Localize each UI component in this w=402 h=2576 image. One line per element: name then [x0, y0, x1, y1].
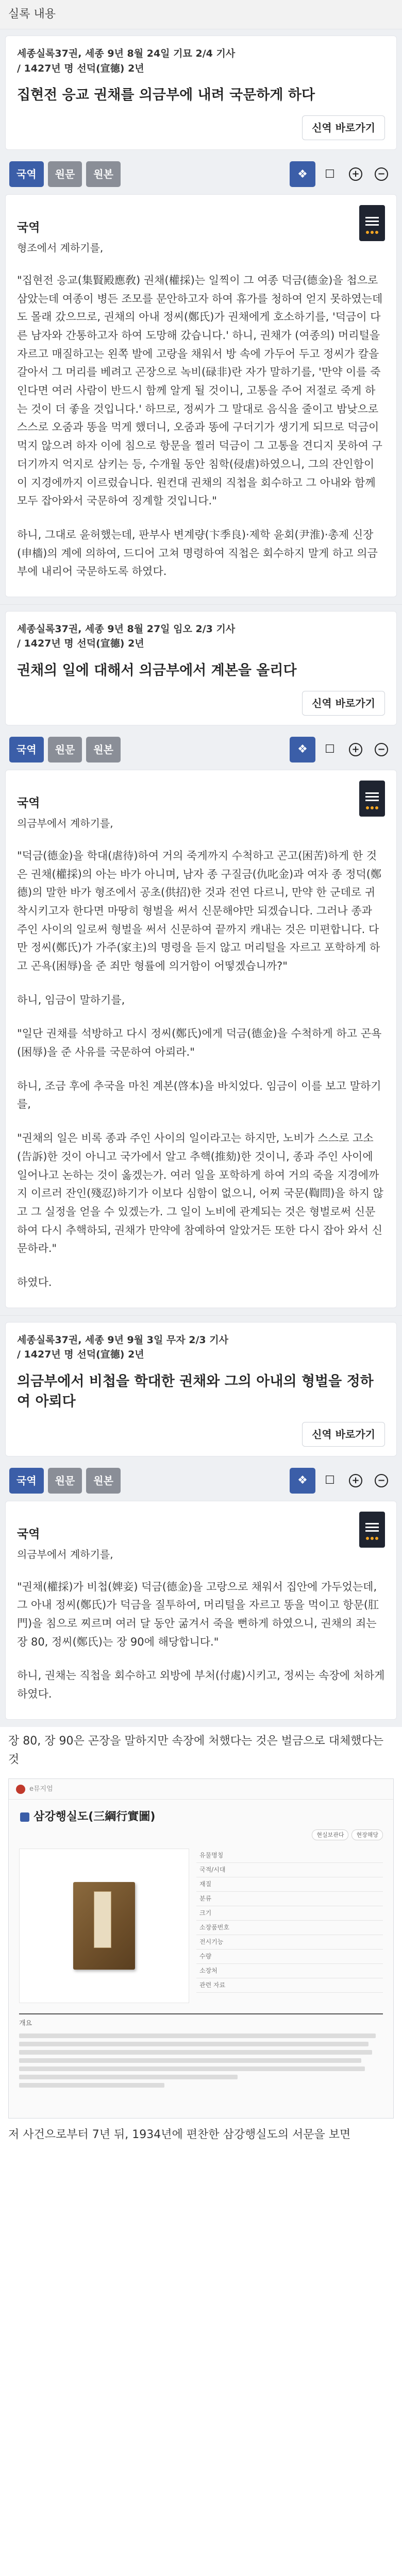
block-subtitle: 의금부에서 계하기를,: [17, 1548, 113, 1561]
tab-translation[interactable]: 국역: [9, 1468, 44, 1494]
embed-body: [9, 1845, 393, 2006]
bookmark-icon[interactable]: ☐: [325, 167, 335, 181]
info-key: 소장품번호: [199, 1924, 229, 1931]
zoom-out-icon[interactable]: −: [370, 738, 393, 761]
info-key: 재질: [199, 1880, 212, 1888]
entry-meta-year: / 1427년 명 선덕(宣德) 2년: [17, 62, 144, 74]
zoom-out-icon[interactable]: −: [370, 163, 393, 185]
embedded-museum-screenshot: [8, 1778, 394, 2119]
translation-block: [5, 194, 397, 597]
embed-tag[interactable]: 현실보관다: [312, 1829, 348, 1841]
menu-icon[interactable]: [359, 1512, 385, 1548]
entry-meta-year: / 1427년 명 선덕(宣德) 2년: [17, 638, 144, 650]
block-label: 국역: [17, 796, 40, 810]
block-label: 국역: [17, 221, 40, 235]
info-key: 국적/시대: [199, 1866, 226, 1874]
translation-block: [5, 770, 397, 1308]
embed-tag[interactable]: 현장해당: [351, 1829, 383, 1841]
info-key: 관련 자료: [199, 1981, 226, 1989]
zoom-in-icon[interactable]: +: [344, 1469, 367, 1492]
paragraph: 하니, 권채는 직첩을 회수하고 외방에 부처(付處)시키고, 정씨는 속장에 처하게 하였다.: [17, 1669, 385, 1701]
entry-meta: 세종실록37권, 세종 9년 9월 3일 무자 2/3 기사: [17, 1334, 228, 1346]
entry-meta: 세종실록37권, 세종 9년 8월 27일 임오 2/3 기사: [17, 623, 236, 635]
entry-card: [5, 36, 397, 150]
entry-title: 권채의 일에 대해서 의금부에서 계본을 올리다: [17, 662, 297, 679]
paragraph: 하니, 그대로 윤허했는데, 판부사 변계량(卞季良)·제학 윤회(尹淮)·총제 신장(申檣)의 계에 의하여, 드디어 고쳐 명령하여 직첩은 회수하지 말게 하고 의금부에 내리어 국문하도록 하였다.: [17, 528, 378, 578]
tab-original-text[interactable]: 원문: [48, 1468, 82, 1494]
embed-topbar: [9, 1779, 393, 1800]
artifact-info-table: [196, 1849, 383, 2003]
tab-original-image[interactable]: 원본: [86, 161, 121, 187]
embed-summary-text: [19, 2033, 383, 2088]
entry-card: [5, 611, 397, 725]
caption: 장 80, 장 90은 곤장을 말하지만 속장에 처했다는 것은 벌금으로 대체했다는 것: [8, 1734, 383, 1767]
translation-block: [5, 1501, 397, 1720]
info-key: 크기: [199, 1909, 212, 1917]
embed-artifact-title: [9, 1800, 393, 1829]
sillok-entry: [0, 604, 402, 1315]
bookmark-icon[interactable]: ☐: [325, 743, 335, 756]
embed-site-title: e뮤지엄: [29, 1785, 53, 1793]
info-key: 수량: [199, 1953, 212, 1960]
book-image: [73, 1882, 135, 1970]
artifact-icon: [20, 1812, 29, 1822]
embed-summary-heading: 개요: [19, 2013, 383, 2029]
entry-meta-year: / 1427년 명 선덕(宣德) 2년: [17, 1349, 144, 1361]
menu-icon[interactable]: [359, 781, 385, 817]
jump-translation-button[interactable]: 신역 바로가기: [302, 1422, 385, 1447]
info-key: 소장처: [199, 1967, 217, 1975]
tab-original-image[interactable]: 원본: [86, 737, 121, 762]
tag-icon[interactable]: ❖: [290, 1468, 315, 1494]
paragraph: 하니, 임금이 말하기를,: [17, 993, 125, 1006]
tab-original-image[interactable]: 원본: [86, 1468, 121, 1494]
paragraph: "권채(權採)가 비첩(婢妾) 덕금(德金)을 고랑으로 채워서 집안에 가두었는데, 그 아내 정씨(鄭氏)가 덕금을 질투하여, 머리털을 자르고 똥을 먹이고 항문(肛門)을 침으로 찌르며 여러 달 동안 굶겨서 죽을 뻔하게 하였으니, 권채의 죄는 장 80, 정씨(鄭氏)는 장 90에 해당합니다.": [17, 1580, 379, 1648]
entry-toolbar: [5, 733, 397, 767]
artifact-photo: [19, 1849, 189, 2003]
zoom-in-icon[interactable]: +: [344, 738, 367, 761]
paragraph: "집현전 응교(集賢殿應敎) 권채(權採)는 일찍이 그 여종 덕금(德金)을 첩으로 삼았는데 여종이 병든 조모를 문안하고자 하여 휴가를 청하여 얻지 못하였는데도 몰래 갔으므로, 권채의 아내 정씨(鄭氏)가 권채에게 호소하기를, '덕금이 다른 남자와 간통하고자 하여 도망해 갔습니다.' 하니, 권채가 (여종의) 머리털을 자르고 매질하고는 왼쪽 발에 고랑을 채워서 방 속에 가두어 두고 정씨가 칼을 갈아서 그 머리를 베려고 곤장으로 녹비(碌非)란 자가 말하기를, '만약 이를 죽인다면 여러 사람이 반드시 함께 알게 될 것이니, 고통을 주어 저절로 죽게 하는 것이 더 좋을 것입니다.' 하므로, 정씨가 그 말대로 음식을 줄이고 밤낮으로 스스로 오줌과 똥을 먹게 했더니, 오줌과 똥에 구더기가 생기게 되므로 덕금이 먹지 않으려 하자 이에 침으로 항문을 찔러 덕금이 그 고통을 견디지 못하여 구더기까지 억지로 삼키는 등, 수개월 동안 침학(侵虐)하였으니, 그의 잔인함이 이 지경에까지 이르렀습니다. 원컨대 권채의 직첩을 회수하고 그 아내와 함께 모두 잡아와서 국문하여 징계할 것입니다.": [17, 274, 383, 507]
paragraph: 하니, 조금 후에 추국을 마친 계본(啓本)을 바치었다. 임금이 이를 보고 말하기를,: [17, 1079, 381, 1111]
paragraph: "권채의 일은 비록 종과 주인 사이의 일이라고는 하지만, 노비가 스스로 고소(告訴)한 것이 아니고 국가에서 알고 추핵(推劾)한 것이니, 종과 주인 사이에 일어나고 논하는 것이 옳겠는가. 여러 일을 포학하게 하여 거의 죽을 지경에까지 이르러 잔인(殘忍)하기가 이보다 심함이 없으니, 어찌 국문(鞫問)을 하지 않고 그 실정을 얻을 수 있겠는가. 그 일이 노비에 관계되는 것은 형벌로써 신문하여 다시 추핵하되, 권채가 만약에 참예하여 알았거든 또한 다시 잡아 와서 신문하라.": [17, 1132, 383, 1255]
bookmark-icon[interactable]: ☐: [325, 1474, 335, 1487]
sillok-entry: [0, 1315, 402, 1727]
block-subtitle: 형조에서 계하기를,: [17, 241, 104, 254]
entry-toolbar: [5, 1464, 397, 1498]
zoom-out-icon[interactable]: −: [370, 1469, 393, 1492]
tag-icon[interactable]: ❖: [290, 737, 315, 762]
block-label: 국역: [17, 1527, 40, 1541]
entry-meta: 세종실록37권, 세종 9년 8월 24일 기묘 2/4 기사: [17, 48, 236, 59]
paragraph: 하였다.: [17, 1276, 52, 1289]
entry-title: 의금부에서 비첩을 학대한 권채와 그의 아내의 형벌을 정하여 아뢰다: [17, 1373, 374, 1410]
entry-card: [5, 1322, 397, 1456]
embed-tags: [9, 1829, 393, 1846]
tab-original-text[interactable]: 원문: [48, 161, 82, 187]
museum-logo-icon: [16, 1785, 25, 1794]
info-key: 분류: [199, 1895, 212, 1903]
page-header: 실록 내용: [0, 0, 402, 29]
block-subtitle: 의금부에서 계하기를,: [17, 817, 113, 829]
entry-title: 집현전 응교 권채를 의금부에 내려 국문하게 하다: [17, 87, 315, 103]
embed-title-text: 삼강행실도(三綱行實圖): [34, 1810, 156, 1824]
caption: 저 사건으로부터 7년 뒤, 1934년에 편찬한 삼강행실도의 서문을 보면: [8, 2128, 351, 2142]
entry-toolbar: [5, 157, 397, 191]
menu-icon[interactable]: [359, 205, 385, 241]
info-key: 전시기능: [199, 1938, 224, 1946]
paragraph: "덕금(德金)을 학대(虐待)하여 거의 죽게까지 수척하고 곤고(困苦)하게 한 것은 권채(權採)의 아는 바가 아니며, 남자 종 구질금(仇叱金)과 여자 종 정덕(鄭德)의 말한 바가 형조에서 공초(供招)한 것과 전연 다르니, 만약 한 군데로 귀착시키고자 한다면 마땅히 형벌을 써서 신문해야만 되겠습니다. 그러나 종과 주인 사이의 일로써 형벌을 써서 신문하여 끝까지 캐내는 것은 미편합니다. 다만 정씨(鄭氏)가 가주(家主)의 명령을 듣지 않고 머리털을 자르고 포학하게 하고 곤욕(困辱)을 준 죄만 형률에 의거함이 어떻겠습니까?": [17, 849, 381, 972]
paragraph: "일단 권채를 석방하고 다시 정씨(鄭氏)에게 덕금(德金)을 수척하게 하고 곤욕(困辱)을 준 사유를 국문하여 아뢰라.": [17, 1027, 382, 1059]
tab-original-text[interactable]: 원문: [48, 737, 82, 762]
jump-translation-button[interactable]: 신역 바로가기: [302, 115, 385, 140]
sillok-entry: [0, 29, 402, 604]
tab-translation[interactable]: 국역: [9, 161, 44, 187]
zoom-in-icon[interactable]: +: [344, 163, 367, 185]
tab-translation[interactable]: 국역: [9, 737, 44, 762]
tag-icon[interactable]: ❖: [290, 161, 315, 187]
info-key: 유물명칭: [199, 1852, 224, 1859]
jump-translation-button[interactable]: 신역 바로가기: [302, 691, 385, 716]
